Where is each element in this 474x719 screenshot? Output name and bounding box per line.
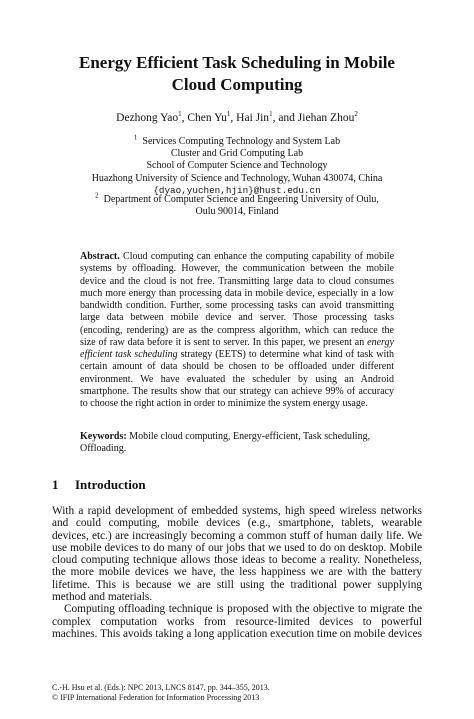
title-line-1: Energy Efficient Task Scheduling in Mobile — [79, 53, 395, 72]
author-list: Dezhong Yao$^1$, Chen Yu$^1$, Hai Jin$^1$, and Jiehan Zhou$^2$ — [116, 110, 358, 124]
body-text — [52, 505, 422, 640]
footer-copyright: © IFIP International Federation for Information Processing 2013 — [52, 693, 260, 702]
author-1-marker: 1 — [178, 110, 182, 119]
affiliation-1-line-3: School of Computer Science and Technology — [146, 160, 328, 172]
affiliation-2-line-2: Oulu 90014, Finland — [195, 206, 279, 218]
keywords-text: Mobile cloud computing, Energy-efficient, Task scheduling, Offloading. — [80, 431, 371, 455]
author-4: and Jiehan Zhou — [278, 112, 355, 124]
author-3: Hai Jin — [236, 112, 270, 124]
keywords-label: Keywords: — [80, 431, 127, 442]
affiliation-1-line-2: Cluster and Grid Computing Lab — [170, 148, 304, 160]
abstract — [80, 251, 394, 410]
abstract-label: Abstract. — [80, 251, 120, 262]
author-1: Dezhong Yao — [116, 112, 179, 124]
footer-citation: C.-H. Hsu et al. (Eds.): NPC 2013, LNCS 8147, pp. 344–355, 2013. — [52, 683, 270, 692]
section-heading — [52, 477, 146, 493]
paper-title — [40, 52, 434, 96]
affiliation-1-marker: 1 — [133, 133, 138, 142]
title-line-2: Cloud Computing — [171, 75, 303, 94]
author-3-marker: 1 — [269, 110, 273, 119]
abstract-emphasis: energy efficient task scheduling — [80, 336, 394, 360]
abstract-text-after: strategy (EETS) to determine what kind of task with certain amount of data should be chosen to be offloaded under different environment. We have evaluated the scheduler by using an Android smartphone. The results show that our strategy can achieve 99% of accuracy to choose the right action in order to minimize the system energy usage. — [80, 349, 395, 409]
body-paragraph-1: With a rapid development of embedded systems, high speed wireless networks and could computing, mobile devices (e.g., smartphone, tablets, wearable devices, etc.) are increasingly becoming a common stuff of human daily life. We use mobile devices to do many of our jobs that we used to do on desktop. Mobile cloud computing technique allows those ideas to become a reality. Nonetheless, the more mobile devices we have, the less happiness we are with the battery lifetime. This is because we are still using the traditional power supplying method and materials. — [52, 505, 422, 604]
affiliation-2-marker: 2 — [95, 191, 99, 200]
author-2: Chen Yu — [187, 112, 227, 124]
abstract-text-before: Cloud computing can enhance the computing capability of mobile systems by offloading. However, the communication between the mobile device and the cloud is not free. Transmitting large data to cloud consumes much more energy than processing data in mobile device, especially in a low bandwidth condition. Further, some processing tasks can avoid transmitting large data between mobile device and server. Those processing tasks (encoding, rendering) are as the compress algorithm, which can reduce the size of raw data before it is sent to server. In this paper, we present an — [80, 251, 395, 348]
affiliation-1-line-1: Services Computing Technology and System Lab — [142, 136, 341, 147]
author-2-marker: 1 — [226, 110, 231, 119]
section-number: 1 — [52, 477, 59, 492]
section-title: Introduction — [75, 477, 146, 492]
affiliation-1-email: {dyao,yuchen,hjin}@hust.edu.cn — [153, 184, 321, 196]
affiliation-1 — [40, 133, 434, 197]
page-footer — [52, 683, 270, 703]
affiliation-2-line-1: Department of Computer Science and Engeering University of Oulu, — [103, 194, 379, 205]
author-4-marker: 2 — [354, 110, 358, 119]
affiliation-1-line-4: Huazhong University of Science and Technology, Wuhan 430074, China — [91, 172, 383, 184]
body-paragraph-2: Computing offloading technique is proposed with the objective to migrate the complex computation works from resource-limited devices to powerful machines. This avoids taking a long application execution time on mobile devices — [52, 603, 422, 640]
keywords — [80, 431, 394, 456]
affiliation-2 — [40, 191, 434, 218]
